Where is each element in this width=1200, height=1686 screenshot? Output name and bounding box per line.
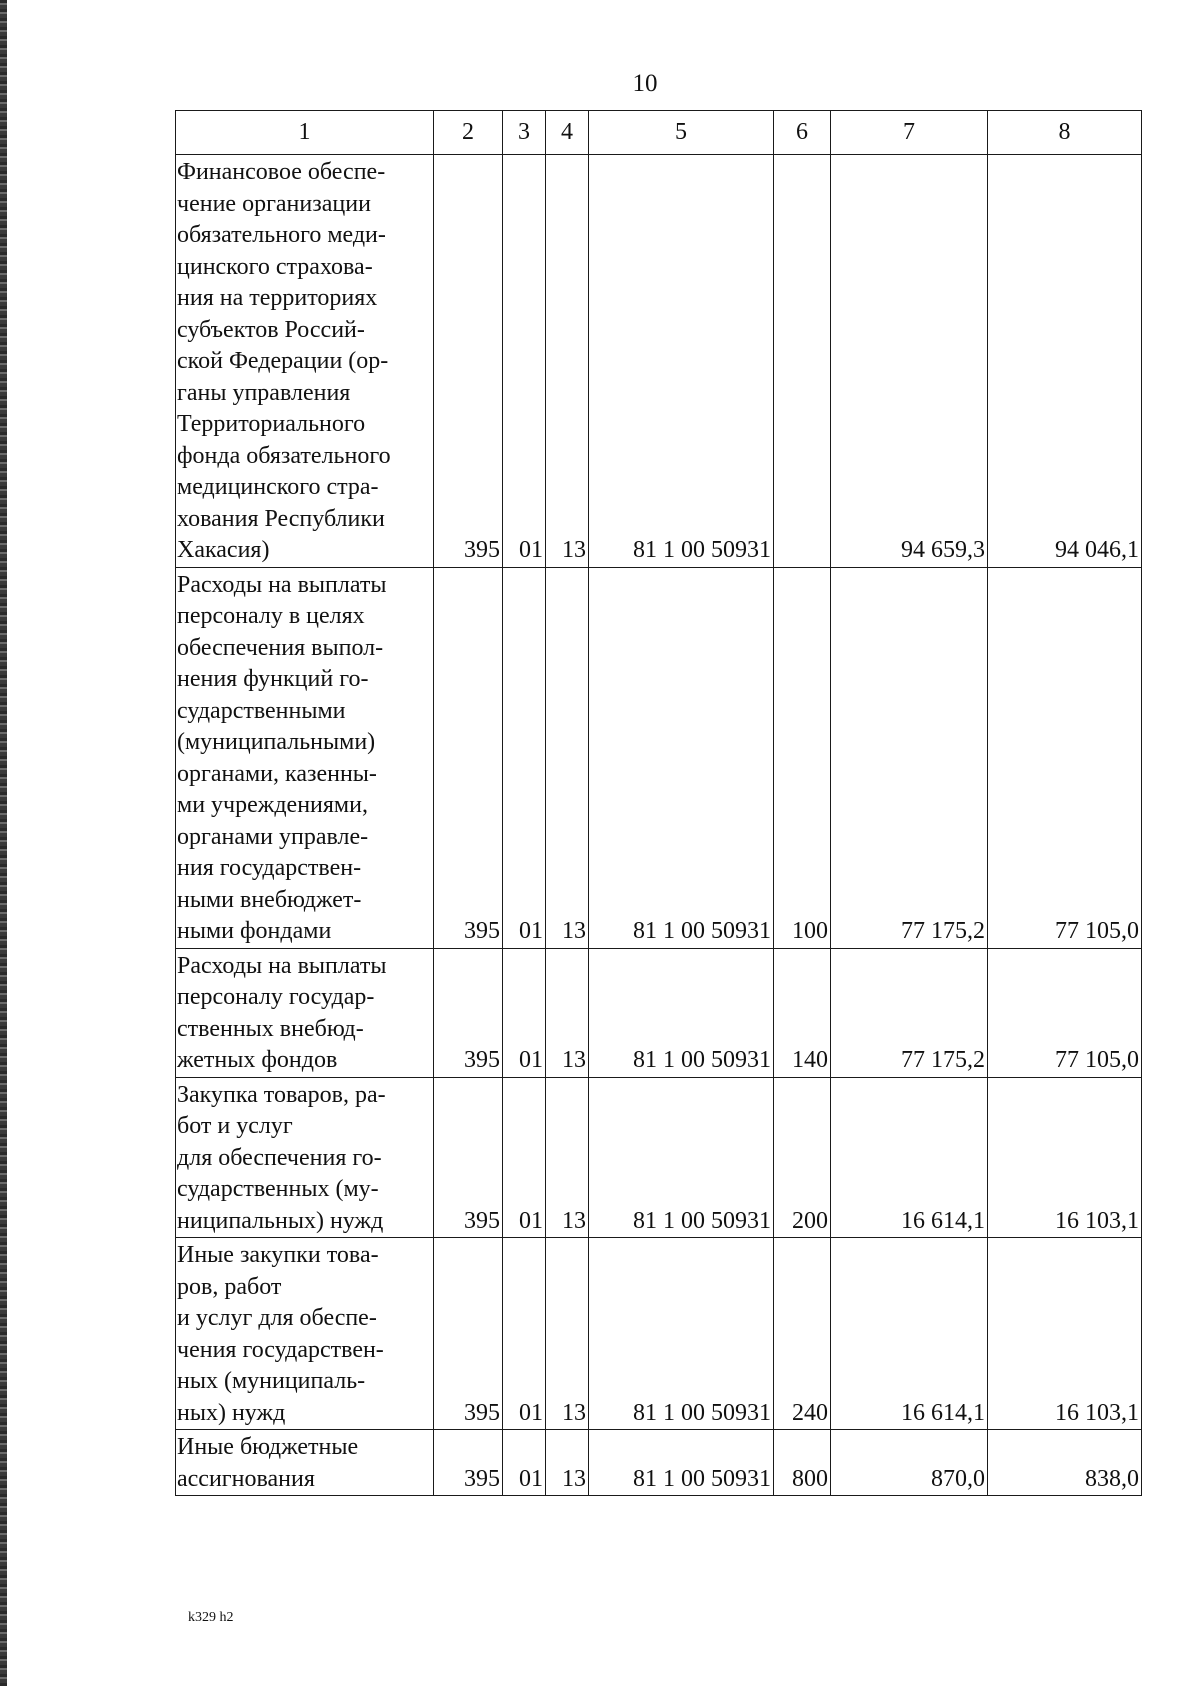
row-name-line: обеспечения выпол- [177,634,384,661]
admin-code-cell: 395 [434,1077,503,1238]
section-code-cell: 01 [503,948,546,1077]
subsection-code-cell: 13 [546,1238,589,1430]
table-row [176,948,1142,1077]
row-name-line: бот и услуг [177,1113,293,1139]
table-row [176,567,1142,948]
amount-year2-cell: 16 103,1 [988,1238,1142,1430]
row-name-line: цинского страхова- [177,253,373,280]
amount-year1-cell: 16 614,1 [831,1077,988,1238]
header-cell: 2 [434,111,503,155]
row-name-line: Расходы на выплаты [177,952,387,979]
row-name-line: ных (муниципаль- [177,1368,366,1394]
row-name-line: Финансовое обеспе- [177,159,386,185]
amount-year2-cell: 94 046,1 [988,155,1142,568]
table-row [176,155,1142,568]
header-cell: 6 [774,111,831,155]
row-name-line: Иные бюджетные [177,1434,359,1460]
expense-type-cell: 140 [774,948,831,1077]
row-name-line: сударственных (му- [177,1176,379,1202]
expense-type-cell [774,155,831,568]
section-code-cell: 01 [503,1077,546,1238]
row-name-line: жетных фондов [177,1047,338,1073]
subsection-code-cell: 13 [546,948,589,1077]
row-name-cell [176,948,434,1077]
row-name-line: (муниципальными) [177,729,376,755]
section-code-cell: 01 [503,1430,546,1496]
admin-code-cell: 395 [434,1430,503,1496]
row-name-line: ными фондами [177,918,332,944]
row-name-line: субъектов Россий- [177,316,365,343]
row-name-line: медицинского стра- [177,474,379,500]
budget-table [175,110,1142,1496]
row-name-line: ской Федерации (ор- [177,348,389,374]
expense-type-cell: 800 [774,1430,831,1496]
row-name-line: органами, казенны- [177,760,377,787]
subsection-code-cell: 13 [546,1077,589,1238]
row-name-line: Иные закупки това- [177,1242,379,1268]
subsection-code-cell: 13 [546,1430,589,1496]
row-name-line: и услуг для обеспе- [177,1305,377,1331]
target-article-cell: 81 1 00 50931 [589,567,774,948]
row-name-line: ственных внебюд- [177,1015,364,1042]
target-article-cell: 81 1 00 50931 [589,948,774,1077]
row-name-line: Территориального [177,411,366,437]
scan-edge [0,0,7,1686]
target-article-cell: 81 1 00 50931 [589,1077,774,1238]
admin-code-cell: 395 [434,567,503,948]
row-name-line: ганы управления [177,379,351,406]
amount-year1-cell: 94 659,3 [831,155,988,568]
row-name-line: ров, работ [177,1273,282,1300]
row-name-line: чение организации [177,190,371,217]
section-code-cell: 01 [503,1238,546,1430]
expense-type-cell: 240 [774,1238,831,1430]
row-name-line: для обеспечения го- [177,1144,382,1171]
row-name-line: ассигнования [177,1465,315,1492]
header-cell: 5 [589,111,774,155]
table-row [176,1430,1142,1496]
table-row [176,1238,1142,1430]
target-article-cell: 81 1 00 50931 [589,1238,774,1430]
row-name-line: фонда обязательного [177,442,391,469]
header-cell: 8 [988,111,1142,155]
footer-code: k329 h2 [188,1610,234,1625]
amount-year2-cell: 77 105,0 [988,567,1142,948]
row-name-cell [176,1430,434,1496]
row-name-line: персоналу государ- [177,984,375,1010]
row-name-line: ми учреждениями, [177,792,368,818]
row-name-line: Хакасия) [177,537,270,563]
amount-year1-cell: 77 175,2 [831,567,988,948]
subsection-code-cell: 13 [546,155,589,568]
header-cell: 7 [831,111,988,155]
header-cell: 4 [546,111,589,155]
expense-type-cell: 100 [774,567,831,948]
admin-code-cell: 395 [434,1238,503,1430]
row-name-line: ных) нужд [177,1399,286,1426]
row-name-line: хования Республики [177,505,385,532]
amount-year2-cell: 838,0 [988,1430,1142,1496]
row-name-line: персоналу в целях [177,603,365,629]
table-header-row [176,111,1142,155]
row-name-cell [176,155,434,568]
row-name-line: Расходы на выплаты [177,571,387,598]
row-name-line: ными внебюджет- [177,886,362,913]
row-name-line: ниципальных) нужд [177,1207,384,1234]
section-code-cell: 01 [503,567,546,948]
row-name-line: сударственными [177,697,346,724]
row-name-cell [176,567,434,948]
row-name-cell [176,1077,434,1238]
row-name-line: обязательного меди- [177,222,386,248]
target-article-cell: 81 1 00 50931 [589,155,774,568]
expense-type-cell: 200 [774,1077,831,1238]
admin-code-cell: 395 [434,948,503,1077]
target-article-cell: 81 1 00 50931 [589,1430,774,1496]
table-row [176,1077,1142,1238]
header-cell: 3 [503,111,546,155]
amount-year2-cell: 16 103,1 [988,1077,1142,1238]
row-name-line: чения государствен- [177,1336,384,1363]
row-name-line: ния государствен- [177,855,362,881]
row-name-line: нения функций го- [177,666,369,692]
amount-year1-cell: 77 175,2 [831,948,988,1077]
section-code-cell: 01 [503,155,546,568]
row-name-line: органами управле- [177,823,369,850]
row-name-cell [176,1238,434,1430]
header-cell: 1 [176,111,434,155]
admin-code-cell: 395 [434,155,503,568]
page-number: 10 [632,70,658,97]
amount-year2-cell: 77 105,0 [988,948,1142,1077]
row-name-line: Закупка товаров, ра- [177,1081,386,1108]
amount-year1-cell: 870,0 [831,1430,988,1496]
row-name-line: ния на территориях [177,285,378,311]
subsection-code-cell: 13 [546,567,589,948]
amount-year1-cell: 16 614,1 [831,1238,988,1430]
